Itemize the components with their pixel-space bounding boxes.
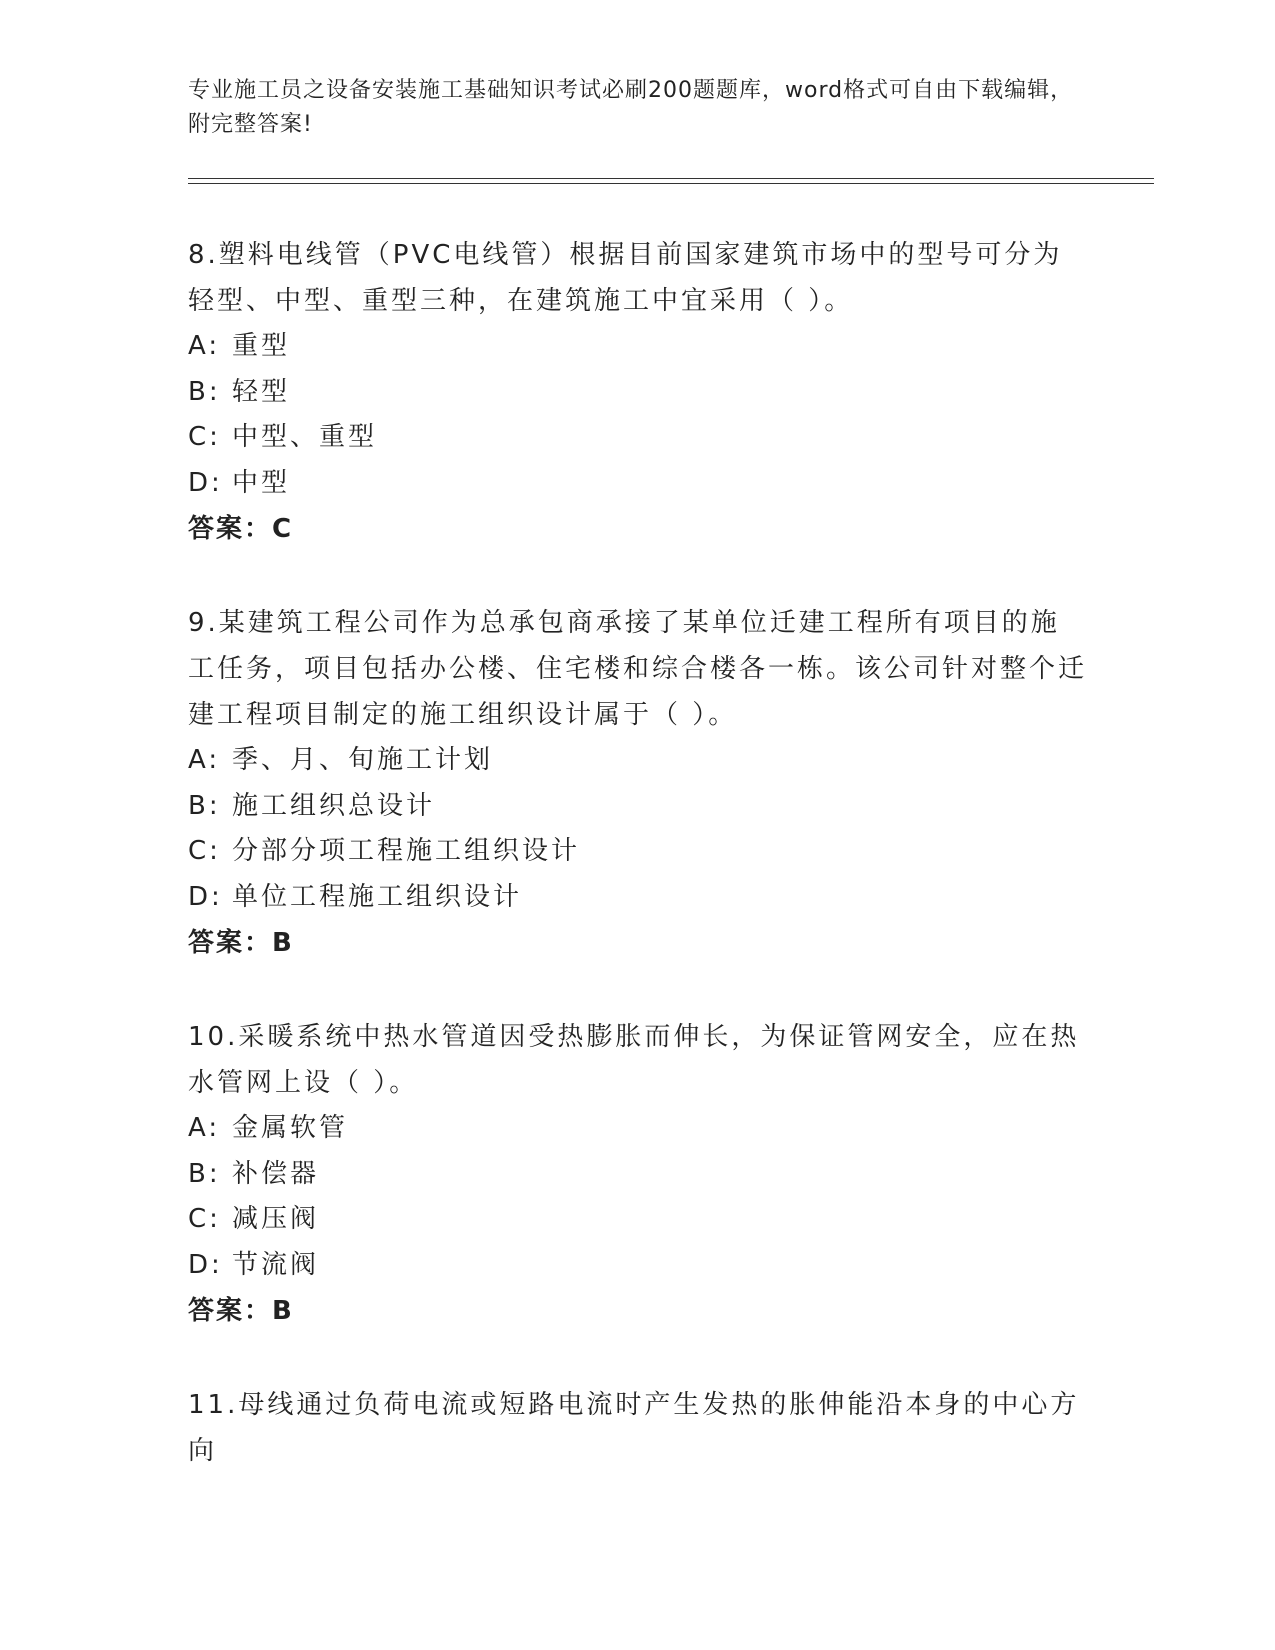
option-text: 中型: [232, 467, 291, 498]
option-label: A:: [188, 331, 221, 361]
option-text: 补偿器: [232, 1158, 320, 1189]
option-label: B:: [188, 376, 221, 407]
question-stem: 10.采暖系统中热水管道因受热膨胀而伸长，为保证管网安全，应在热水管网上设（ ）。: [188, 1022, 1080, 1098]
header-divider-line: [188, 178, 1154, 179]
question-10: [188, 1014, 1088, 1334]
option-text: 重型: [232, 331, 291, 361]
option-label: D:: [188, 1249, 223, 1280]
question-11: [188, 1382, 1088, 1474]
answer: 答案：B: [188, 928, 294, 958]
option-label: D:: [188, 881, 223, 912]
option-a: [188, 324, 1088, 370]
option-b: [188, 370, 1088, 416]
option-text: 金属软管: [232, 1113, 349, 1143]
option-label: B:: [188, 790, 221, 821]
option-label: A:: [188, 745, 221, 775]
answer: 答案：B: [188, 1296, 294, 1326]
option-d: [188, 875, 1088, 921]
question-9: [188, 600, 1088, 966]
header-divider-line-secondary: [188, 183, 1154, 184]
question-stem: 11.母线通过负荷电流或短路电流时产生发热的胀伸能沿本身的中心方向: [188, 1390, 1080, 1466]
option-text: 轻型: [232, 376, 291, 407]
option-text: 单位工程施工组织设计: [232, 881, 523, 912]
option-text: 节流阀: [232, 1249, 320, 1280]
option-d: [188, 1243, 1088, 1289]
question-8: [188, 232, 1088, 552]
option-b: [188, 1152, 1088, 1198]
option-text: 季、月、旬施工计划: [232, 745, 494, 775]
question-stem: 9.某建筑工程公司作为总承包商承接了某单位迁建工程所有项目的施工任务，项目包括办公楼、住宅楼和综合楼各一栋。该公司针对整个迁建工程项目制定的施工组织设计属于（ ）。: [188, 608, 1088, 730]
option-label: B:: [188, 1158, 221, 1189]
option-text: 减压阀: [232, 1204, 320, 1234]
option-b: [188, 784, 1088, 830]
option-label: A:: [188, 1113, 221, 1143]
document-header: 专业施工员之设备安装施工基础知识考试必刷200题题库，word格式可自由下载编辑，附完整答案!: [188, 78, 1074, 137]
option-label: C:: [188, 1204, 221, 1234]
option-a: [188, 738, 1088, 784]
option-c: [188, 415, 1088, 461]
option-text: 分部分项工程施工组织设计: [232, 836, 581, 866]
answer: 答案：C: [188, 514, 294, 544]
option-c: [188, 1197, 1088, 1243]
option-label: C:: [188, 836, 221, 866]
option-d: [188, 461, 1088, 507]
option-c: [188, 829, 1088, 875]
option-text: 中型、重型: [232, 422, 378, 452]
question-list: [188, 232, 1088, 1522]
question-stem: 8.塑料电线管（PVC电线管）根据目前国家建筑市场中的型号可分为轻型、中型、重型三种，在建筑施工中宜采用（ ）。: [188, 240, 1063, 316]
option-label: D:: [188, 467, 223, 498]
option-label: C:: [188, 422, 221, 452]
option-a: [188, 1106, 1088, 1152]
option-text: 施工组织总设计: [232, 790, 436, 821]
